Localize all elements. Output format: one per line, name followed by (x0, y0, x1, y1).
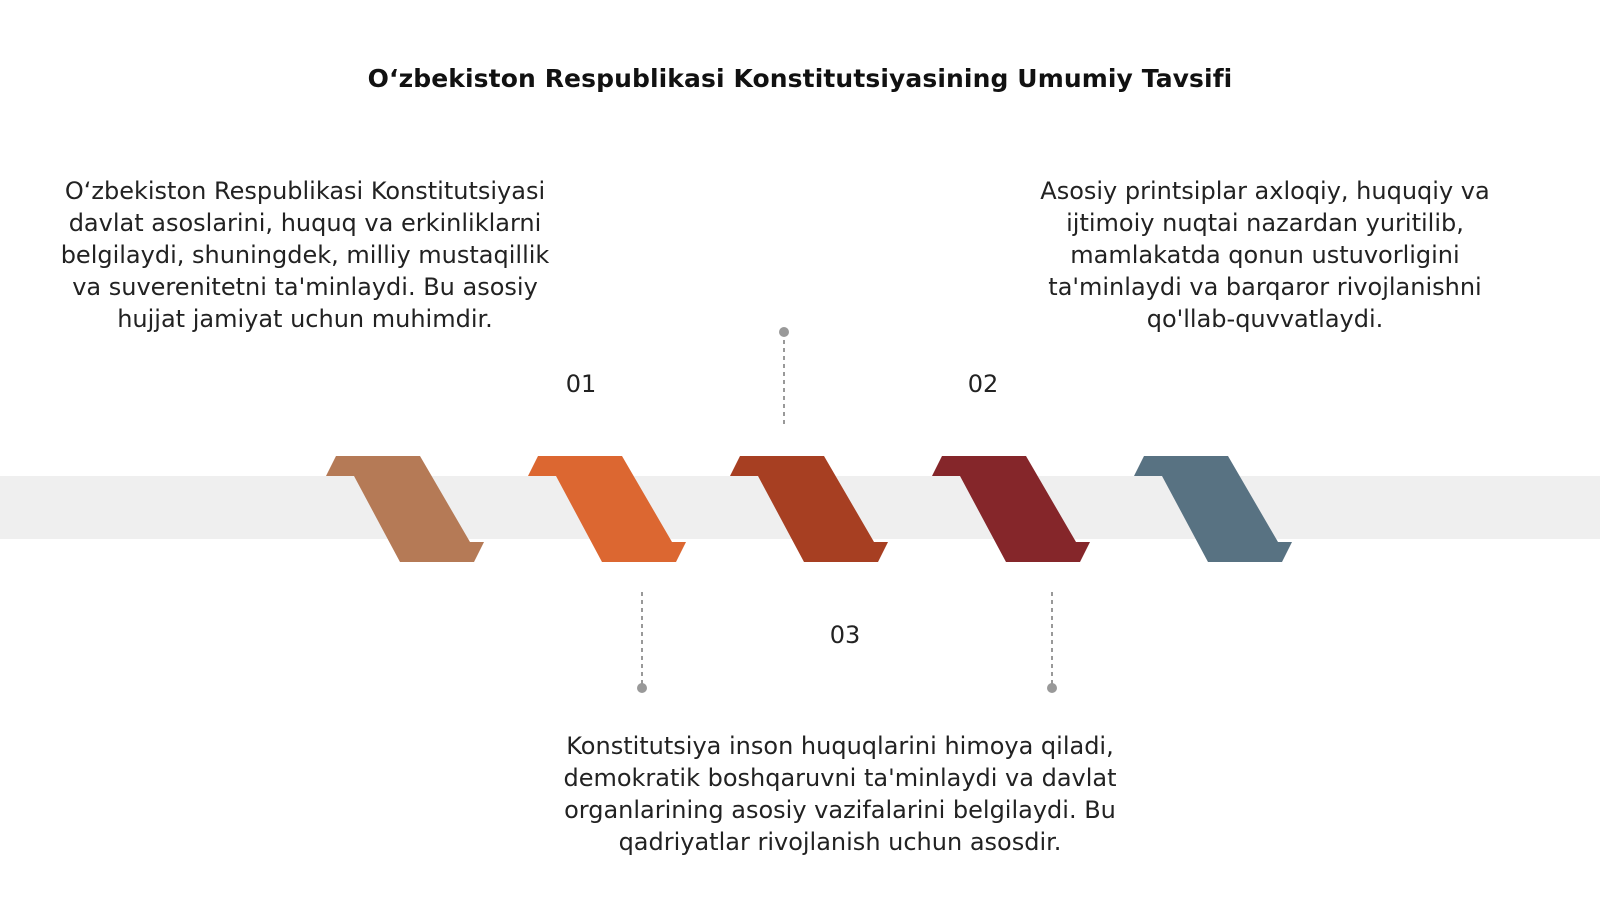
chevron-group (326, 456, 1292, 562)
chevron-4 (932, 456, 1090, 562)
step-number-2: 02 (967, 370, 999, 398)
chevron-3 (730, 456, 888, 562)
chevron-5 (1134, 456, 1292, 562)
connector-dot-up-center (779, 327, 789, 337)
step-number-1: 01 (565, 370, 597, 398)
connector-dot-down-left (637, 683, 647, 693)
connector-dot-down-right (1047, 683, 1057, 693)
page-title: O‘zbekiston Respublikasi Konstitutsiyasining Umumiy Tavsifi (367, 64, 1233, 93)
step-text-2: Asosiy printsiplar axloqiy, huquqiy va ijtimoiy nuqtai nazardan yuritilib, mamlakatda qonun ustuvorligini ta'minlaydi va barqaror rivojlanishni qo'llab-quvvatlaydi. (1040, 177, 1490, 333)
chevron-2 (528, 456, 686, 562)
chevron-1 (326, 456, 484, 562)
step-text-3: Konstitutsiya inson huquqlarini himoya qiladi, demokratik boshqaruvni ta'minlaydi va davlat organlarining asosiy vazifalarini belgilaydi. Bu qadriyatlar rivojlanish uchun asosdir. (563, 732, 1117, 856)
step-number-3: 03 (829, 621, 861, 649)
step-text-1: O‘zbekiston Respublikasi Konstitutsiyasi davlat asoslarini, huquq va erkinliklarni belgilaydi, shuningdek, milliy mustaqillik va suverenitetni ta'minlaydi. Bu asosiy hujjat jamiyat uchun muhimdir. (60, 177, 550, 333)
